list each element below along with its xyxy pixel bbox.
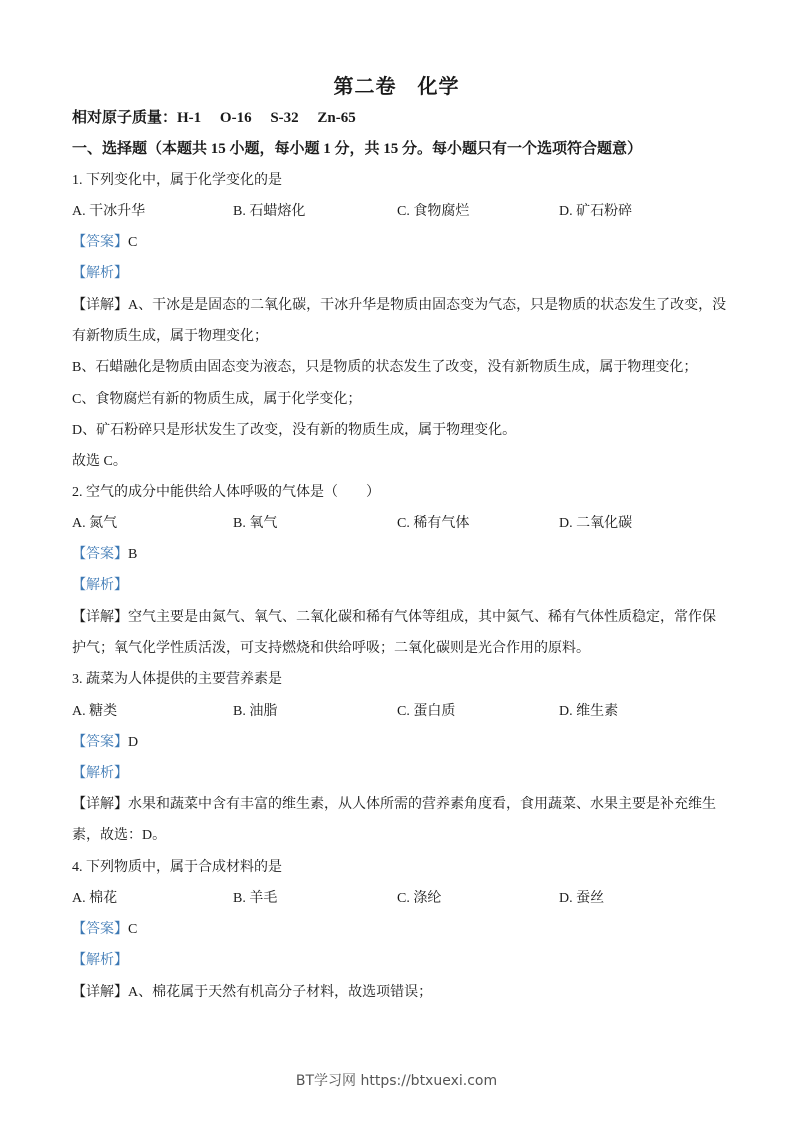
question-1-stem: 1. 下列变化中，属于化学变化的是 — [72, 173, 282, 188]
q1-option-a: A. 干冰升华 — [72, 204, 146, 219]
watermark-footer: BT学习网 https://btxuexi.com — [295, 1073, 498, 1089]
q4-analysis-label — [72, 951, 128, 971]
q1-option-c: C. 食物腐烂 — [397, 204, 470, 219]
answer-value: D — [128, 735, 139, 750]
analysis-label: 【解析】 — [72, 578, 128, 593]
q2-option-b: B. 氧气 — [233, 516, 278, 531]
q2-option-c: C. 稀有气体 — [397, 516, 470, 531]
question-4-stem: 4. 下列物质中，属于合成材料的是 — [72, 860, 282, 875]
analysis-label: 【解析】 — [72, 953, 128, 968]
q2-detail-line-2: 护气；氧气化学性质活泼，可支持燃烧和供给呼吸；二氧化碳则是光合作用的原料。 — [72, 641, 590, 656]
q4-option-b: B. 羊毛 — [233, 891, 278, 906]
answer-label: 【答案】 — [72, 235, 128, 250]
answer-value: C — [128, 922, 138, 937]
answer-value: B — [128, 547, 138, 562]
analysis-label: 【解析】 — [72, 266, 128, 281]
q3-answer — [72, 733, 138, 753]
q1-detail-line-5: D、矿石粉碎只是形状发生了改变，没有新的物质生成，属于物理变化。 — [72, 423, 517, 438]
q1-detail-line-2: 有新物质生成，属于物理变化； — [72, 329, 268, 344]
q2-analysis-label — [72, 576, 128, 596]
answer-value: C — [128, 235, 138, 250]
q3-option-a: A. 糖类 — [72, 704, 118, 719]
q4-option-c: C. 涤纶 — [397, 891, 442, 906]
q3-option-d: D. 维生素 — [559, 704, 619, 719]
analysis-label: 【解析】 — [72, 766, 128, 781]
q1-detail-line-4: C、食物腐烂有新的物质生成，属于化学变化； — [72, 392, 362, 407]
question-3-stem: 3. 蔬菜为人体提供的主要营养素是 — [72, 672, 282, 687]
q1-option-b: B. 石蜡熔化 — [233, 204, 306, 219]
detail-text: A、干冰是是固态的二氧化碳，干冰升华是物质由固态变为气态，只是物质的状态发生了改变，没 — [128, 298, 727, 313]
section-heading: 一、选择题（本题共 15 小题，每小题 1 分，共 15 分。每小题只有一个选项符合题意） — [72, 141, 643, 157]
q1-detail-line-1 — [72, 296, 726, 316]
detail-text: 水果和蔬菜中含有丰富的维生素，从人体所需的营养素角度看，食用蔬菜、水果主要是补充维生 — [128, 797, 716, 812]
page-title: 第二卷 化学 — [333, 76, 460, 98]
q3-analysis-label — [72, 764, 128, 784]
question-2-stem: 2. 空气的成分中能供给人体呼吸的气体是（ ） — [72, 485, 380, 500]
q1-detail-line-3: B、石蜡融化是物质由固态变为液态，只是物质的状态发生了改变，没有新物质生成，属于物理变化； — [72, 360, 698, 375]
q1-analysis-label — [72, 264, 128, 284]
q4-detail-line-1 — [72, 983, 432, 1003]
q1-answer — [72, 233, 137, 253]
detail-text: 空气主要是由氮气、氧气、二氧化碳和稀有气体等组成，其中氮气、稀有气体性质稳定，常作保 — [128, 610, 716, 625]
detail-label: 【详解】 — [72, 298, 128, 313]
q3-detail-line-1 — [72, 795, 716, 815]
q2-option-a: A. 氮气 — [72, 516, 118, 531]
q4-option-d: D. 蚕丝 — [559, 891, 605, 906]
detail-label: 【详解】 — [72, 985, 128, 1000]
answer-label: 【答案】 — [72, 735, 128, 750]
q2-detail-line-1 — [72, 608, 716, 628]
q4-option-a: A. 棉花 — [72, 891, 118, 906]
q2-answer — [72, 545, 137, 565]
q3-option-b: B. 油脂 — [233, 704, 278, 719]
detail-label: 【详解】 — [72, 797, 128, 812]
q1-option-d: D. 矿石粉碎 — [559, 204, 633, 219]
answer-label: 【答案】 — [72, 547, 128, 562]
atomic-mass-line: 相对原子质量：H-1 O-16 S-32 Zn-65 — [72, 110, 356, 126]
answer-label: 【答案】 — [72, 922, 128, 937]
q1-detail-line-6: 故选 C。 — [72, 454, 127, 469]
q3-detail-line-2: 素，故选：D。 — [72, 828, 167, 843]
detail-text: A、棉花属于天然有机高分子材料，故选项错误； — [128, 985, 433, 1000]
detail-label: 【详解】 — [72, 610, 128, 625]
q2-option-d: D. 二氧化碳 — [559, 516, 633, 531]
q4-answer — [72, 920, 137, 940]
q3-option-c: C. 蛋白质 — [397, 704, 456, 719]
